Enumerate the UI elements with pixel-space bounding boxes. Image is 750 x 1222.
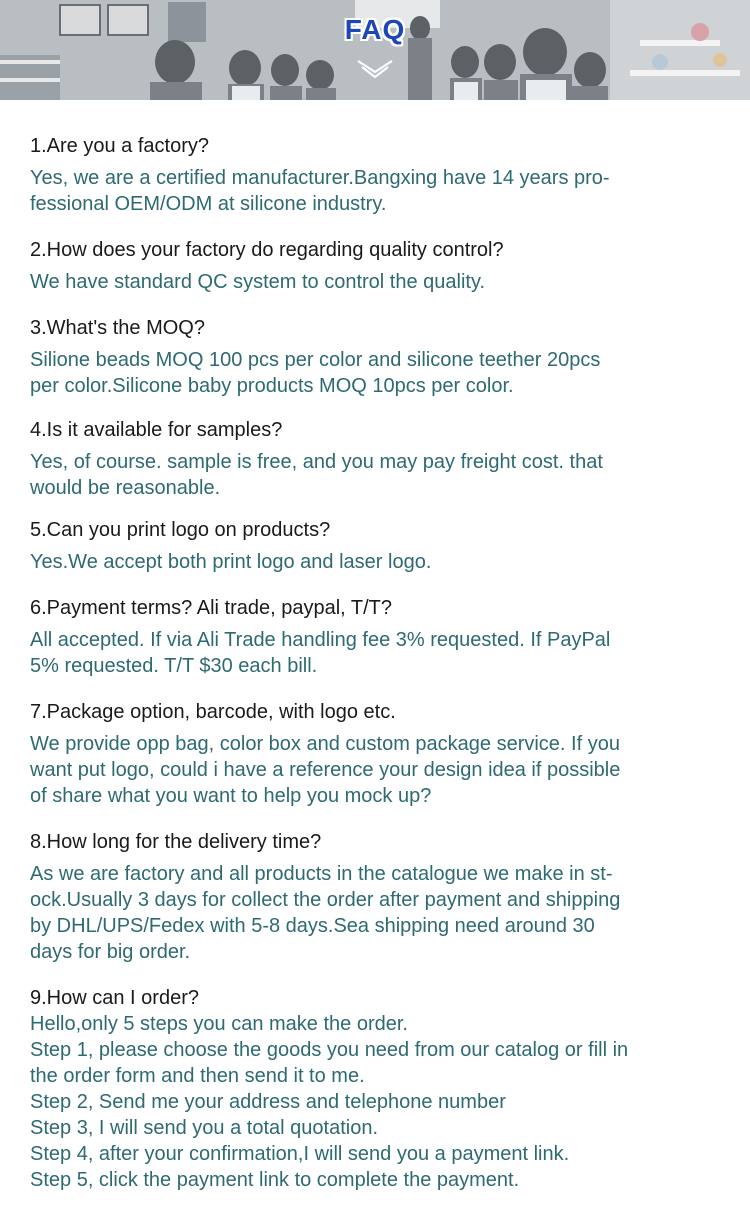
question: 8.How long for the delivery time? bbox=[30, 831, 322, 853]
question: 3.What's the MOQ? bbox=[30, 317, 205, 339]
answer-line: by DHL/UPS/Fedex with 5-8 days.Sea shipping need around 30 bbox=[30, 915, 595, 937]
answer bbox=[30, 347, 730, 399]
faq-item-print-logo bbox=[30, 517, 730, 575]
faq-title: FAQ bbox=[344, 14, 406, 45]
faq-banner bbox=[0, 0, 750, 100]
faq-item-moq bbox=[30, 315, 730, 399]
answer-line: want put logo, could i have a reference your design idea if possible bbox=[30, 759, 621, 781]
question: 9.How can I order? bbox=[30, 987, 199, 1009]
double-chevron-down-icon bbox=[355, 58, 395, 80]
faq-item-payment-terms bbox=[30, 595, 730, 679]
answer-line: Step 1, please choose the goods you need from our catalog or fill in bbox=[30, 1039, 629, 1061]
answer-line: Yes.We accept both print logo and laser logo. bbox=[30, 551, 432, 573]
answer bbox=[30, 165, 730, 217]
question: 2.How does your factory do regarding quality control? bbox=[30, 239, 504, 261]
answer-line: Yes, of course. sample is free, and you may pay freight cost. that bbox=[30, 451, 603, 473]
answer-line: the order form and then send it to me. bbox=[30, 1065, 365, 1087]
answer-line: Silione beads MOQ 100 pcs per color and silicone teether 20pcs bbox=[30, 349, 601, 371]
question: 7.Package option, barcode, with logo etc. bbox=[30, 701, 396, 723]
faq-item-how-to-order bbox=[30, 985, 730, 1193]
answer-line: days for big order. bbox=[30, 941, 191, 963]
answer-line: of share what you want to help you mock up? bbox=[30, 785, 432, 807]
answer-line: Yes, we are a certified manufacturer.Bangxing have 14 years pro- bbox=[30, 167, 610, 189]
answer-line: Step 4, after your confirmation,I will send you a payment link. bbox=[30, 1143, 570, 1165]
question: 6.Payment terms? Ali trade, paypal, T/T? bbox=[30, 597, 393, 619]
faq-item-factory bbox=[30, 133, 730, 217]
answer bbox=[30, 627, 730, 679]
answer-line: ock.Usually 3 days for collect the order after payment and shipping bbox=[30, 889, 621, 911]
answer-line: Hello,only 5 steps you can make the order. bbox=[30, 1013, 408, 1035]
answer-line: would be reasonable. bbox=[30, 477, 221, 499]
question: 1.Are you a factory? bbox=[30, 135, 209, 157]
answer-line: 5% requested. T/T $30 each bill. bbox=[30, 655, 318, 677]
answer-line: As we are factory and all products in the catalogue we make in st- bbox=[30, 863, 613, 885]
answer-line: We provide opp bag, color box and custom package service. If you bbox=[30, 733, 620, 755]
answer bbox=[30, 449, 730, 501]
answer-line: Step 3, I will send you a total quotation. bbox=[30, 1117, 378, 1139]
faq-item-delivery-time bbox=[30, 829, 730, 965]
answer-line: fessional OEM/ODM at silicone industry. bbox=[30, 193, 387, 215]
answer-line: Step 5, click the payment link to complete the payment. bbox=[30, 1169, 520, 1191]
faq-item-package-option bbox=[30, 699, 730, 809]
question: 5.Can you print logo on products? bbox=[30, 519, 331, 541]
answer-line: per color.Silicone baby products MOQ 10pcs per color. bbox=[30, 375, 514, 397]
faq-item-quality-control bbox=[30, 237, 730, 295]
answer bbox=[30, 549, 730, 575]
faq-item-samples bbox=[30, 417, 730, 501]
answer bbox=[30, 1011, 730, 1193]
answer-line: All accepted. If via Ali Trade handling fee 3% requested. If PayPal bbox=[30, 629, 611, 651]
answer-line: Step 2, Send me your address and telephone number bbox=[30, 1091, 506, 1113]
answer bbox=[30, 861, 730, 965]
question: 4.Is it available for samples? bbox=[30, 419, 283, 441]
answer bbox=[30, 269, 730, 295]
answer-line: We have standard QC system to control the quality. bbox=[30, 271, 486, 293]
answer bbox=[30, 731, 730, 809]
